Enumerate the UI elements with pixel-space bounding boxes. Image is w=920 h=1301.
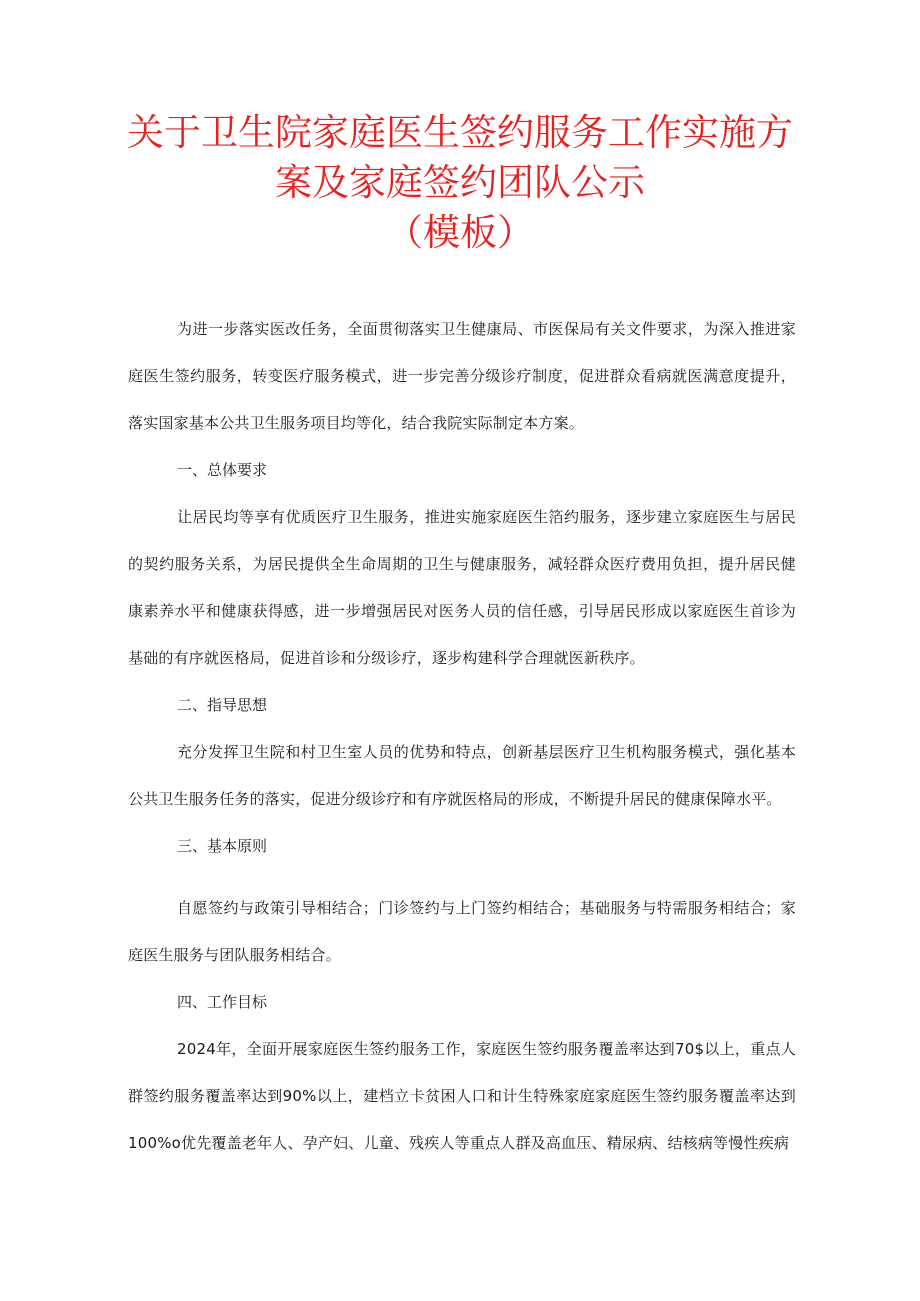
title-line-3: （模板） [386, 211, 534, 254]
section-heading-principles: 三、基本原则 [177, 837, 268, 855]
title-line-1: 关于卫生院家庭医生签约服务工作实施方 [127, 111, 793, 154]
section-heading-guiding: 二、指导思想 [177, 696, 268, 714]
section-paragraph-guiding: 充分发挥卫生院和村卫生室人员的优势和特点，创新基层医疗卫生机构服务模式，强化基本公共卫生服务任务的落实，促进分级诊疗和有序就医格局的形成，不断提升居民的健康保障水平。 [128, 743, 796, 808]
document-body [128, 306, 796, 1167]
document-title [0, 108, 920, 258]
section-paragraph-general: 让居民均等享有优质医疗卫生服务，推进实施家庭医生箔约服务，逐步建立家庭医生与居民的契约服务关系，为居民提供全生命周期的卫生与健康服务，减轻群众医疗费用负担，提升居民健康素养水平和健康获得感，进一步增强居民对医务人员的信任感，引导居民形成以家庭医生首诊为基础的有序就医格局，促进首诊和分级诊疗，逐步构建科学合理就医新秩序。 [128, 508, 796, 667]
section-heading-goals: 四、工作目标 [177, 993, 268, 1011]
intro-paragraph: 为进一步落实医改任务，全面贯彻落实卫生健康局、市医保局有关文件要求，为深入推进家庭医生签约服务，转变医疗服务模式，进一步完善分级诊疗制度，促进群众看病就医满意度提升，落实国家基本公共卫生服务项目均等化，结合我院实际制定本方案。 [128, 320, 796, 432]
section-paragraph-goals: 2024年，全面开展家庭医生签约服务工作，家庭医生签约服务覆盖率达到70$以上，重点人群签约服务覆盖率达到90%以上，建档立卡贫困人口和计生特殊家庭家庭医生签约服务覆盖率达到100%o优先覆盖老年人、孕产妇、儿童、残疾人等重点人群及高血压、精尿病、结核病等慢性疾病 [128, 1040, 796, 1152]
spacer [128, 870, 796, 885]
section-paragraph-principles: 自愿签约与政策引导相结合；门诊签约与上门签约相结合；基础服务与特需服务相结合；家庭医生服务与团队服务相结合。 [128, 899, 796, 964]
title-line-2: 案及家庭签约团队公示 [275, 161, 645, 204]
section-heading-general: 一、总体要求 [177, 461, 268, 479]
